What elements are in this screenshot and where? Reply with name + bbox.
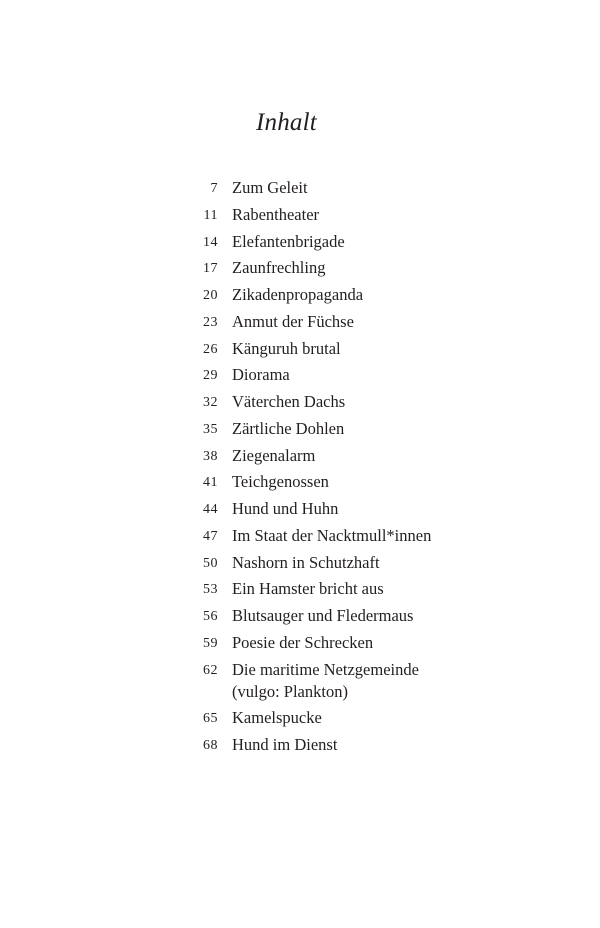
chapter-title: Poesie der Schrecken [232, 632, 374, 652]
page-number: 44 [203, 502, 218, 517]
page-number: 35 [203, 421, 218, 437]
chapter-title: Diorama [232, 365, 290, 385]
chapter-title: Kamelspucke [232, 708, 322, 728]
chapter-title: Zum Geleit [232, 178, 308, 197]
page-number: 29 [203, 368, 218, 384]
list-item [0, 338, 600, 360]
chapter-title: Im Staat der Nacktmull*innen [232, 525, 432, 545]
list-item [0, 364, 600, 386]
list-item [0, 471, 600, 493]
chapter-title: Känguruh brutal [232, 338, 341, 358]
list-item [0, 659, 600, 703]
chapter-title: Hund im Dienst [232, 735, 338, 754]
chapter-title: Zaunfrechling [232, 258, 326, 278]
page-number: 41 [203, 475, 218, 491]
page-number: 32 [203, 395, 218, 410]
page-number: 17 [203, 261, 218, 277]
chapter-title: Zikadenpropaganda [232, 285, 364, 304]
chapter-title: Zärtliche Dohlen [232, 418, 345, 438]
chapter-title-continuation: (vulgo: Plankton) [232, 681, 348, 701]
page-number: 59 [203, 635, 218, 651]
page-title: Inhalt [256, 109, 317, 136]
page-number: 53 [203, 582, 218, 598]
list-item [0, 525, 600, 547]
list-item [0, 311, 600, 333]
list-item [0, 734, 600, 756]
list-item [0, 391, 600, 413]
chapter-title: Teichgenossen [232, 472, 329, 492]
chapter-title: Hund und Huhn [232, 499, 339, 518]
page-number: 23 [203, 314, 218, 330]
list-item [0, 284, 600, 306]
page-number: 20 [203, 288, 218, 303]
chapter-title: Elefantenbrigade [232, 231, 345, 251]
list-item [0, 605, 600, 627]
table-of-contents [0, 177, 600, 761]
chapter-title: Die maritime Netzgemeinde [232, 659, 419, 679]
page-number: 68 [203, 738, 218, 753]
chapter-title: Blutsauger und Fledermaus [232, 606, 414, 625]
page-number: 7 [210, 181, 218, 196]
list-item [0, 231, 600, 253]
list-item [0, 707, 600, 729]
page-number: 38 [203, 448, 218, 464]
page-number: 11 [203, 207, 218, 223]
list-item [0, 204, 600, 226]
page-number: 56 [203, 609, 218, 624]
chapter-title: Anmut der Füchse [232, 311, 354, 331]
page-number: 47 [203, 528, 218, 544]
page-number: 26 [203, 341, 218, 357]
chapter-title: Nashorn in Schutzhaft [232, 552, 380, 572]
chapter-title: Rabentheater [232, 204, 320, 224]
chapter-title: Väterchen Dachs [232, 392, 346, 411]
list-item [0, 418, 600, 440]
list-item [0, 498, 600, 520]
list-item [0, 632, 600, 654]
chapter-title: Ziegenalarm [232, 445, 316, 465]
list-item [0, 257, 600, 279]
list-item [0, 445, 600, 467]
page-number: 62 [203, 662, 218, 678]
page-number: 14 [203, 234, 218, 250]
chapter-title: Ein Hamster bricht aus [232, 579, 384, 599]
page-number: 65 [203, 711, 218, 727]
list-item [0, 552, 600, 574]
list-item [0, 578, 600, 600]
page-number: 50 [203, 555, 218, 571]
list-item [0, 177, 600, 199]
